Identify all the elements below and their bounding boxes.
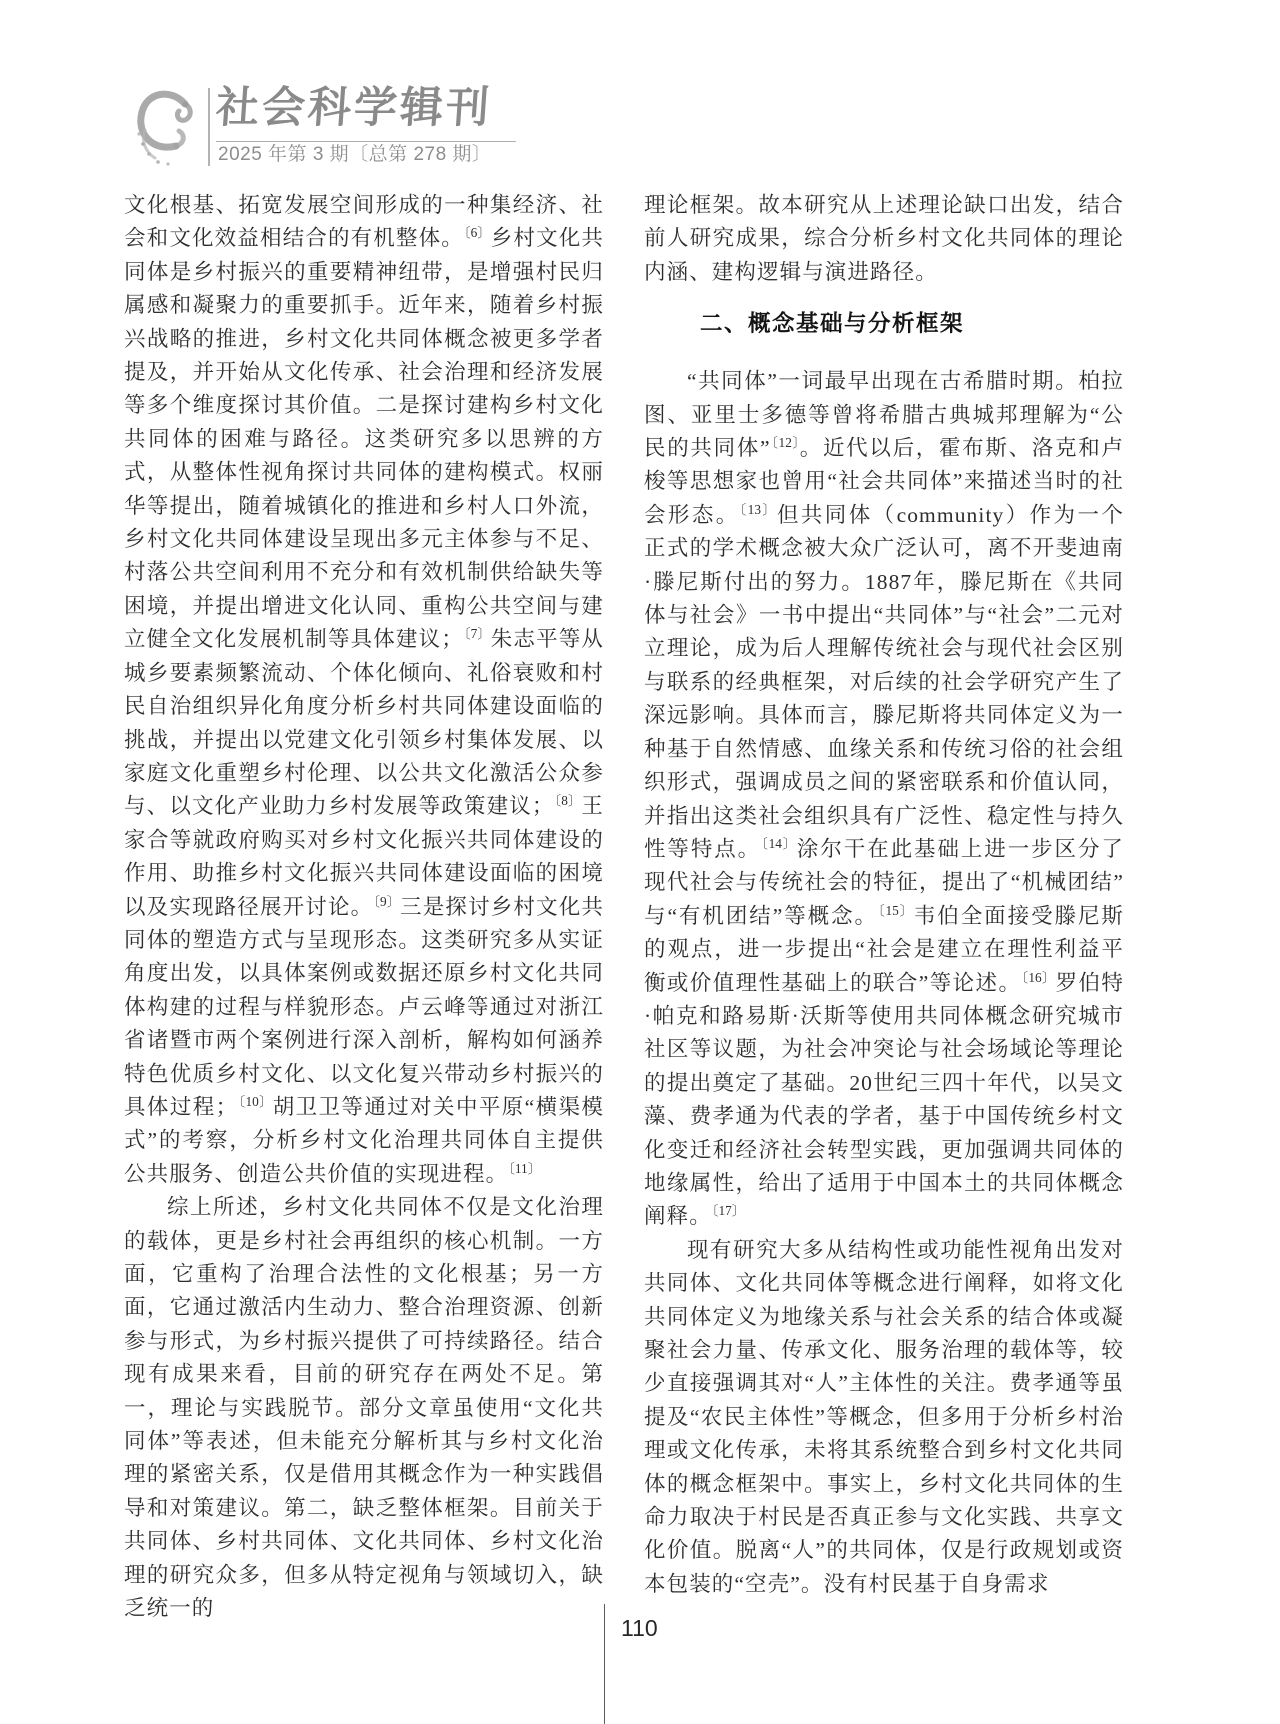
page-number: 110 [621, 1615, 658, 1641]
footer-vertical-rule [604, 1604, 605, 1724]
paragraph-left-1: 文化根基、拓宽发展空间形成的一种集经济、社会和文化效益相结合的有机整体。$^{〔6〕}$乡村文化共同体是乡村振兴的重要精神纽带，是增强村民归属感和凝聚力的重要抓手。近年来，随着乡村振兴战略的推进，乡村文化共同体概念被更多学者提及，并开始从文化传承、社会治理和经济发展等多个维度探讨其价值。二是探讨建构乡村文化共同体的困难与路径。这类研究多以思辨的方式，从整体性视角探讨共同体的建构模式。权丽华等提出，随着城镇化的推进和乡村人口外流，乡村文化共同体建设呈现出多元主体参与不足、村落公共空间利用不充分和有效机制供给缺失等困境，并提出增进文化认同、重构公共空间与建立健全文化发展机制等具体建议；$^{〔7〕}$朱志平等从城乡要素频繁流动、个体化倾向、礼俗衰败和村民自治组织异化角度分析乡村共同体建设面临的挑战，并提出以党建文化引领乡村集体发展、以家庭文化重塑乡村伦理、以公共文化激活公众参与、以文化产业助力乡村发展等政策建议；$^{〔8〕}$王家合等就政府购买对乡村文化振兴共同体建设的作用、助推乡村文化振兴共同体建设面临的困境以及实现路径展开讨论。$^{〔9〕}$三是探讨乡村文化共同体的塑造方式与呈现形态。这类研究多从实证角度出发，以具体案例或数据还原乡村文化共同体构建的过程与样貌形态。卢云峰等通过对浙江省诸暨市两个案例进行深入剖析，解构如何涵养特色优质乡村文化、以文化复兴带动乡村振兴的具体过程；$^{〔10〕}$胡卫卫等通过对关中平原“横渠模式”的考察，分析乡村文化治理共同体自主提供公共服务、创造公共价值的实现进程。$^{〔11〕}$ [124, 193, 605, 1186]
journal-title: 社会科学辑刊 [214, 83, 494, 133]
paragraph-right-2: “共同体”一词最早出现在古希腊时期。柏拉图、亚里士多德等曾将希腊古典城邦理解为“公民的共同体”$^{〔12〕}$。近代以后，霍布斯、洛克和卢梭等思想家也曾用“社会共同体”来描述当时的社会形态。$^{〔13〕}$但共同体（community）作为一个正式的学术概念被大众广泛认可，离不开斐迪南·滕尼斯付出的努力。1887年，滕尼斯在《共同体与社会》一书中提出“共同体”与“社会”二元对立理论，成为后人理解传统社会与现代社会区别与联系的经典框架，对后续的社会学研究产生了深远影响。具体而言，滕尼斯将共同体定义为一种基于自然情感、血缘关系和传统习俗的社会组织形式，强调成员之间的紧密联系和价值认同，并指出这类社会组织具有广泛性、稳定性与持久性等特点。$^{〔14〕}$涂尔干在此基础上进一步区分了现代社会与传统社会的特征，提出了“机械团结”与“有机团结”等概念。$^{〔15〕}$韦伯全面接受滕尼斯的观点，进一步提出“社会是建立在理性利益平衡或价值理性基础上的联合”等论述。$^{〔16〕}$罗伯特·帕克和路易斯·沃斯等使用共同体概念研究城市社区等议题，为社会冲突论与社会场域论等理论的提出奠定了基础。20世纪三四十年代，以吴文藻、费孝通为代表的学者，基于中国传统乡村文化变迁和经济社会转型实践，更加强调共同体的地缘属性，给出了适用于中国本土的共同体概念阐释。$^{〔17〕}$ [644, 369, 1125, 1229]
issue-line: 2025 年第 3 期〔总第 278 期〕 [218, 144, 492, 165]
right-column [644, 189, 1124, 1601]
paragraph-left-2: 综上所述，乡村文化共同体不仅是文化治理的载体，更是乡村社会再组织的核心机制。一方面，它重构了治理合法性的文化根基；另一方面，它通过激活内生动力、整合治理资源、创新参与形式，为乡村振兴提供了可持续路径。结合现有成果来看，目前的研究存在两处不足。第一，理论与实践脱节。部分文章虽使用“文化共同体”等表述，但未能充分解析其与乡村文化治理的紧密关系，仅是借用其概念作为一种实践倡导和对策建议。第二，缺乏整体框架。目前关于共同体、乡村共同体、文化共同体、乡村文化治理的研究众多，但多从特定视角与领域切入，缺乏统一的 [124, 1195, 604, 1621]
masthead-horizontal-rule [216, 141, 516, 142]
paragraph-right-1: 理论框架。故本研究从上述理论缺口出发，结合前人研究成果，综合分析乡村文化共同体的理论内涵、建构逻辑与演进路径。 [644, 193, 1124, 284]
left-column [124, 189, 604, 1625]
section-heading: 二、概念基础与分析框架 [700, 311, 965, 337]
masthead-vertical-divider [208, 88, 210, 166]
dragon-seal-logo-icon [131, 84, 205, 168]
paragraph-right-3: 现有研究大多从结构性或功能性视角出发对共同体、文化共同体等概念进行阐释，如将文化共同体定义为地缘关系与社会关系的结合体或凝聚社会力量、传承文化、服务治理的载体等，较少直接强调其对“人”主体性的关注。费孝通等虽提及“农民主体性”等概念，但多用于分析乡村治理或文化传承，未将其系统整合到乡村文化共同体的概念框架中。事实上，乡村文化共同体的生命力取决于村民是否真正参与文化实践、共享文化价值。脱离“人”的共同体，仅是行政规划或资本包装的“空壳”。没有村民基于自身需求 [644, 1237, 1124, 1596]
